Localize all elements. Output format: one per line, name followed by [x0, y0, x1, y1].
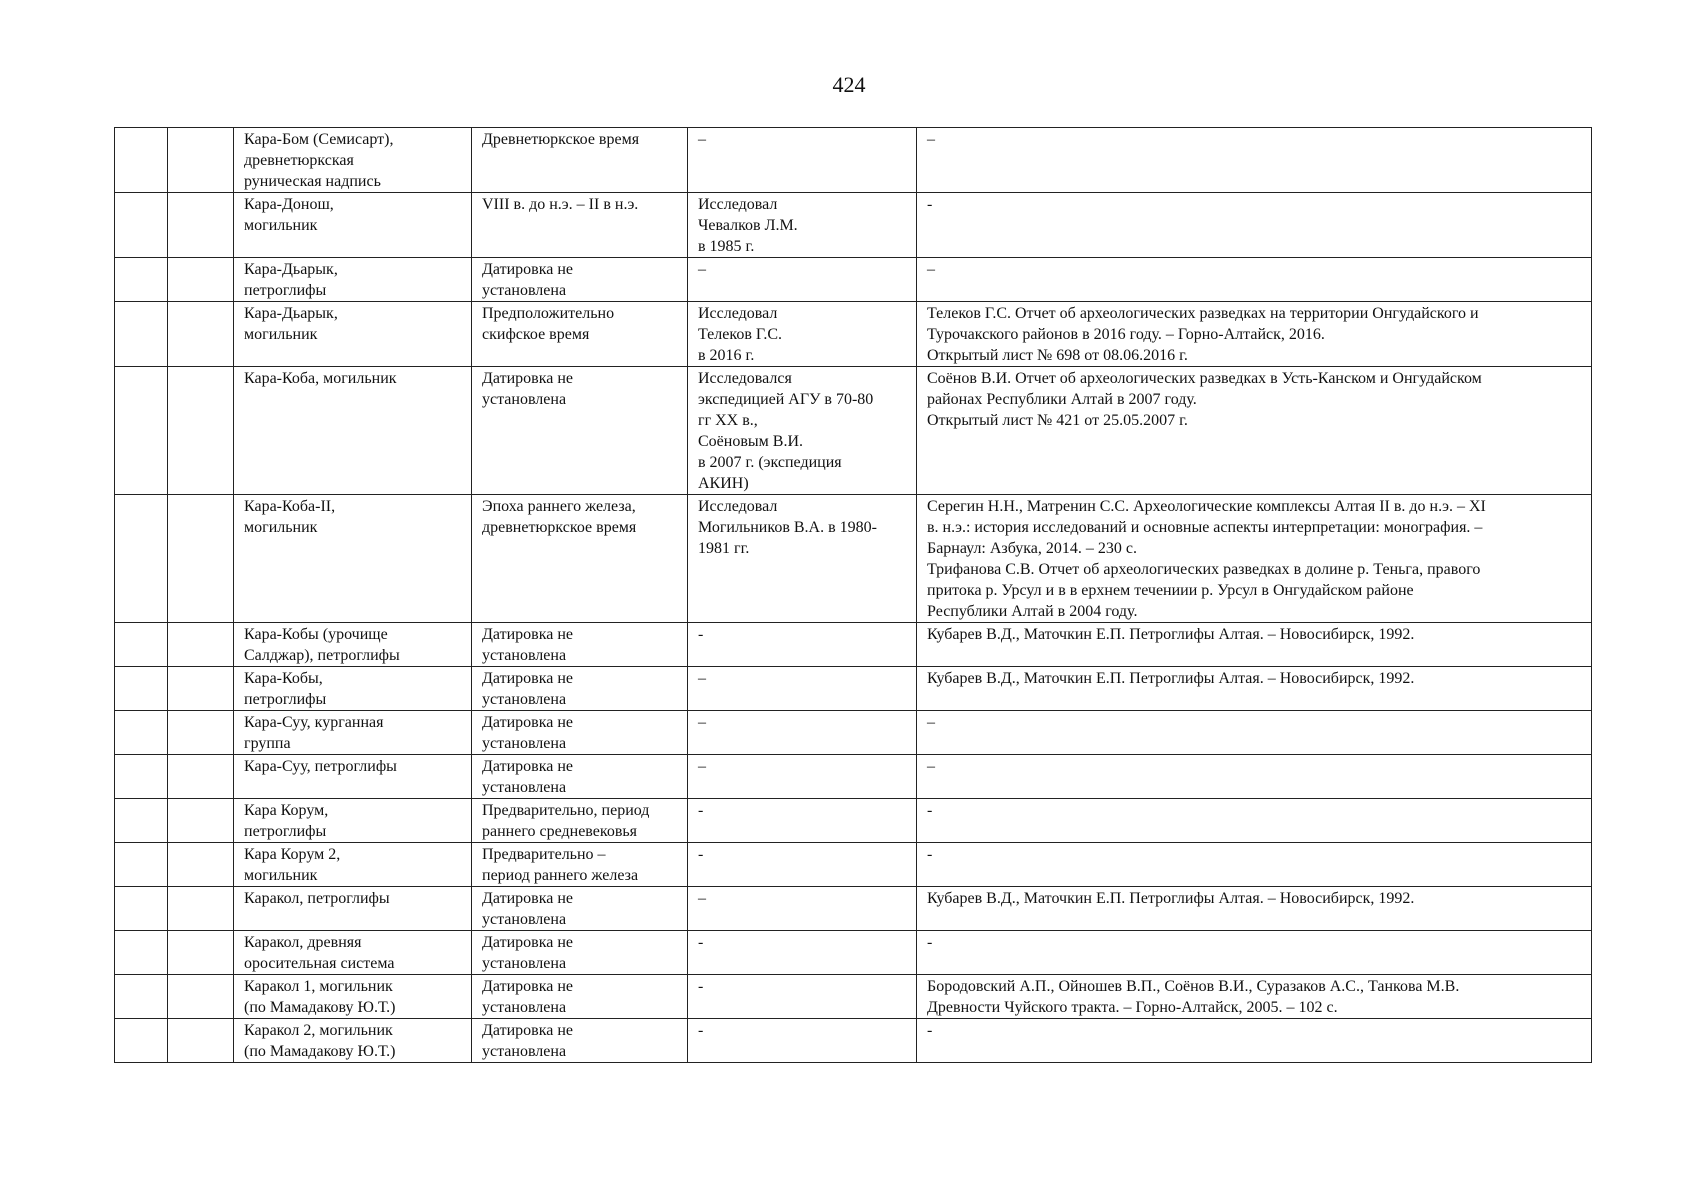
research-line: в 2007 г. (экспедиция [698, 454, 842, 471]
dating-line: установлена [482, 911, 567, 928]
dating-line: Датировка не [482, 370, 574, 387]
sources-line: Древности Чуйского тракта. – Горно-Алтайск, 2005. – 102 с. [927, 999, 1338, 1016]
sources-line: Соёнов В.И. Отчет об археологических разведках в Усть-Канском и Онгудайском [927, 370, 1482, 387]
sources-cell [917, 799, 1592, 843]
research-line: - [698, 802, 704, 819]
code-cell [168, 755, 234, 799]
dating-line: раннего средневековья [482, 823, 638, 840]
dating-line: Датировка не [482, 670, 574, 687]
code-cell [168, 887, 234, 931]
site-name-cell [234, 799, 472, 843]
dating-cell [472, 1019, 688, 1063]
number-cell [115, 128, 168, 193]
research-cell [688, 258, 917, 302]
site-name-line: оросительная система [244, 955, 395, 972]
site-name-line: Каракол, древняя [244, 934, 362, 951]
research-line: - [698, 934, 704, 951]
site-name-line: древнетюркская [244, 152, 354, 169]
research-cell [688, 711, 917, 755]
dating-line: установлена [482, 691, 567, 708]
number-cell [115, 711, 168, 755]
research-line: экспедицией АГУ в 70-80 [698, 391, 874, 408]
site-name-line: петроглифы [244, 823, 327, 840]
site-name-cell [234, 302, 472, 367]
sources-cell [917, 302, 1592, 367]
dating-line: Датировка не [482, 890, 574, 907]
research-line: – [698, 131, 706, 148]
table-row [115, 495, 1592, 623]
dating-cell [472, 258, 688, 302]
site-name-line: Кара-Дьарык, [244, 261, 338, 278]
dating-line: Датировка не [482, 934, 574, 951]
site-name-line: Кара-Кобы, [244, 670, 323, 687]
sources-cell [917, 623, 1592, 667]
site-name-cell [234, 128, 472, 193]
dating-line: Предположительно [482, 305, 615, 322]
dating-line: Датировка не [482, 758, 574, 775]
sources-cell [917, 667, 1592, 711]
research-cell [688, 975, 917, 1019]
table-row [115, 711, 1592, 755]
site-name-line: Кара Корум 2, [244, 846, 341, 863]
sources-line: Открытый лист № 698 от 08.06.2016 г. [927, 347, 1188, 364]
site-name-cell [234, 887, 472, 931]
code-cell [168, 667, 234, 711]
code-cell [168, 128, 234, 193]
site-name-line: могильник [244, 326, 318, 343]
dating-line: Датировка не [482, 626, 574, 643]
number-cell [115, 887, 168, 931]
dating-cell [472, 623, 688, 667]
site-name-line: Кара-Суу, петроглифы [244, 758, 397, 775]
dating-cell [472, 843, 688, 887]
sources-cell [917, 887, 1592, 931]
research-line: – [698, 670, 706, 687]
dating-line: Датировка не [482, 1022, 574, 1039]
dating-cell [472, 931, 688, 975]
dating-line: Датировка не [482, 261, 574, 278]
site-name-cell [234, 931, 472, 975]
code-cell [168, 975, 234, 1019]
site-name-line: петроглифы [244, 282, 327, 299]
research-line: гг XX в., [698, 412, 758, 429]
research-cell [688, 367, 917, 495]
number-cell [115, 799, 168, 843]
code-cell [168, 1019, 234, 1063]
site-name-line: Салджар), петроглифы [244, 647, 400, 664]
sources-line: Кубарев В.Д., Маточкин Е.П. Петроглифы Алтая. – Новосибирск, 1992. [927, 890, 1415, 907]
number-cell [115, 931, 168, 975]
site-name-cell [234, 1019, 472, 1063]
dating-line: Предварительно, период [482, 802, 650, 819]
dating-line: установлена [482, 779, 567, 796]
site-name-cell [234, 755, 472, 799]
code-cell [168, 302, 234, 367]
sources-line: в. н.э.: история исследований и основные аспекты интерпретации: монография. – [927, 519, 1483, 536]
site-name-line: Кара-Донош, [244, 196, 334, 213]
dating-line: Эпоха раннего железа, [482, 498, 636, 515]
research-line: – [698, 261, 706, 278]
code-cell [168, 711, 234, 755]
research-line: Исследовал [698, 196, 778, 213]
dating-line: VIII в. до н.э. – II в н.э. [482, 196, 639, 213]
number-cell [115, 495, 168, 623]
sources-cell [917, 1019, 1592, 1063]
dating-cell [472, 128, 688, 193]
code-cell [168, 193, 234, 258]
research-cell [688, 302, 917, 367]
dating-cell [472, 367, 688, 495]
table-row [115, 623, 1592, 667]
site-name-cell [234, 843, 472, 887]
research-line: - [698, 978, 704, 995]
sources-line: Барнаул: Азбука, 2014. – 230 с. [927, 540, 1138, 557]
dating-cell [472, 755, 688, 799]
page-number: 424 [832, 72, 866, 97]
site-name-line: Кара-Коба, могильник [244, 370, 397, 387]
dating-cell [472, 302, 688, 367]
dating-line: период раннего железа [482, 867, 639, 884]
sources-cell [917, 711, 1592, 755]
sources-line: Телеков Г.С. Отчет об археологических разведках на территории Онгудайского и [927, 305, 1479, 322]
sources-cell [917, 755, 1592, 799]
table-row [115, 887, 1592, 931]
site-name-cell [234, 667, 472, 711]
sources-line: Бородовский А.П., Ойношев В.П., Соёнов В.И., Суразаков А.С., Танкова М.В. [927, 978, 1460, 995]
research-line: в 2016 г. [698, 347, 755, 364]
site-name-line: (по Мамадакову Ю.Т.) [244, 1043, 396, 1060]
sources-cell [917, 975, 1592, 1019]
site-name-cell [234, 193, 472, 258]
site-name-line: могильник [244, 519, 318, 536]
research-cell [688, 623, 917, 667]
sources-line: Трифанова С.В. Отчет об археологических разведках в долине р. Теньга, правого [927, 561, 1481, 578]
site-name-cell [234, 975, 472, 1019]
dating-line: древнетюркское время [482, 519, 637, 536]
code-cell [168, 843, 234, 887]
table-row [115, 667, 1592, 711]
research-cell [688, 1019, 917, 1063]
number-cell [115, 843, 168, 887]
research-line: Соёновым В.И. [698, 433, 803, 450]
dating-line: скифское время [482, 326, 590, 343]
research-line: АКИН) [698, 475, 749, 492]
dating-cell [472, 711, 688, 755]
sources-line: – [927, 131, 935, 148]
sources-line: Кубарев В.Д., Маточкин Е.П. Петроглифы Алтая. – Новосибирск, 1992. [927, 670, 1415, 687]
number-cell [115, 623, 168, 667]
site-name-line: петроглифы [244, 691, 327, 708]
sources-cell [917, 367, 1592, 495]
sources-line: Республики Алтай в 2004 году. [927, 603, 1138, 620]
code-cell [168, 931, 234, 975]
number-cell [115, 975, 168, 1019]
site-name-line: Каракол 2, могильник [244, 1022, 393, 1039]
site-name-line: (по Мамадакову Ю.Т.) [244, 999, 396, 1016]
research-cell [688, 887, 917, 931]
site-name-line: Кара-Бом (Семисарт), [244, 131, 394, 148]
research-line: Исследовался [698, 370, 792, 387]
table-row [115, 799, 1592, 843]
code-cell [168, 495, 234, 623]
sources-line: районах Республики Алтай в 2007 году. [927, 391, 1197, 408]
number-cell [115, 755, 168, 799]
sources-line: Турочакского районов в 2016 году. – Горно-Алтайск, 2016. [927, 326, 1325, 343]
dating-line: Предварительно – [482, 846, 606, 863]
research-line: Исследовал [698, 498, 778, 515]
sources-line: Кубарев В.Д., Маточкин Е.П. Петроглифы Алтая. – Новосибирск, 1992. [927, 626, 1415, 643]
sources-line: - [927, 1022, 933, 1039]
sources-line: – [927, 261, 935, 278]
table-row [115, 193, 1592, 258]
research-cell [688, 495, 917, 623]
sources-line: - [927, 934, 933, 951]
dating-line: Древнетюркское время [482, 131, 640, 148]
table-row [115, 302, 1592, 367]
site-name-line: руническая надпись [244, 173, 381, 190]
sources-line: – [927, 758, 935, 775]
code-cell [168, 258, 234, 302]
research-line: 1981 гг. [698, 540, 750, 557]
site-name-line: группа [244, 735, 291, 752]
sources-line: притока р. Урсул и в в ерхнем течениии р. Урсул в Онгудайском районе [927, 582, 1414, 599]
site-name-line: Каракол 1, могильник [244, 978, 393, 995]
dating-line: установлена [482, 999, 567, 1016]
research-cell [688, 667, 917, 711]
research-line: - [698, 1022, 704, 1039]
site-name-line: Кара Корум, [244, 802, 329, 819]
research-line: - [698, 846, 704, 863]
table-row [115, 367, 1592, 495]
site-name-cell [234, 258, 472, 302]
sources-cell [917, 495, 1592, 623]
code-cell [168, 623, 234, 667]
code-cell [168, 799, 234, 843]
dating-line: установлена [482, 1043, 567, 1060]
number-cell [115, 302, 168, 367]
sources-line: – [927, 714, 935, 731]
site-name-line: Кара-Дьарык, [244, 305, 338, 322]
table-row [115, 128, 1592, 193]
site-name-line: Кара-Кобы (урочище [244, 626, 388, 643]
research-cell [688, 799, 917, 843]
site-name-line: Кара-Суу, курганная [244, 714, 384, 731]
number-cell [115, 258, 168, 302]
research-cell [688, 931, 917, 975]
sources-line: Открытый лист № 421 от 25.05.2007 г. [927, 412, 1188, 429]
sources-cell [917, 193, 1592, 258]
number-cell [115, 367, 168, 495]
site-name-line: Кара-Коба-II, [244, 498, 336, 515]
dating-cell [472, 975, 688, 1019]
dating-line: установлена [482, 647, 567, 664]
research-line: Телеков Г.С. [698, 326, 782, 343]
research-line: Исследовал [698, 305, 778, 322]
table-row [115, 1019, 1592, 1063]
site-name-line: могильник [244, 217, 318, 234]
code-cell [168, 367, 234, 495]
research-line: в 1985 г. [698, 238, 755, 255]
dating-cell [472, 667, 688, 711]
table-row [115, 975, 1592, 1019]
dating-line: Датировка не [482, 978, 574, 995]
sources-line: - [927, 846, 933, 863]
table-row [115, 931, 1592, 975]
sources-cell [917, 258, 1592, 302]
table-body [115, 128, 1592, 1063]
dating-line: Датировка не [482, 714, 574, 731]
sources-line: - [927, 802, 933, 819]
dating-line: установлена [482, 282, 567, 299]
dating-line: установлена [482, 955, 567, 972]
sources-cell [917, 128, 1592, 193]
research-line: – [698, 758, 706, 775]
research-line: – [698, 890, 706, 907]
research-line: Чевалков Л.М. [698, 217, 798, 234]
table-row [115, 258, 1592, 302]
research-cell [688, 193, 917, 258]
site-name-cell [234, 711, 472, 755]
site-name-line: Каракол, петроглифы [244, 890, 390, 907]
site-name-cell [234, 495, 472, 623]
research-cell [688, 843, 917, 887]
table-row [115, 755, 1592, 799]
dating-cell [472, 887, 688, 931]
research-line: Могильников В.А. в 1980- [698, 519, 877, 536]
dating-line: установлена [482, 735, 567, 752]
table-row [115, 843, 1592, 887]
sources-cell [917, 843, 1592, 887]
dating-cell [472, 799, 688, 843]
research-cell [688, 128, 917, 193]
number-cell [115, 193, 168, 258]
number-cell [115, 667, 168, 711]
heritage-sites-table [114, 127, 1592, 1063]
research-line: - [698, 626, 704, 643]
site-name-cell [234, 367, 472, 495]
site-name-line: могильник [244, 867, 318, 884]
dating-cell [472, 193, 688, 258]
number-cell [115, 1019, 168, 1063]
sources-cell [917, 931, 1592, 975]
dating-line: установлена [482, 391, 567, 408]
sources-line: - [927, 196, 933, 213]
dating-cell [472, 495, 688, 623]
research-line: – [698, 714, 706, 731]
sources-line: Серегин Н.Н., Матренин С.С. Археологические комплексы Алтая II в. до н.э. – XI [927, 498, 1486, 515]
site-name-cell [234, 623, 472, 667]
research-cell [688, 755, 917, 799]
